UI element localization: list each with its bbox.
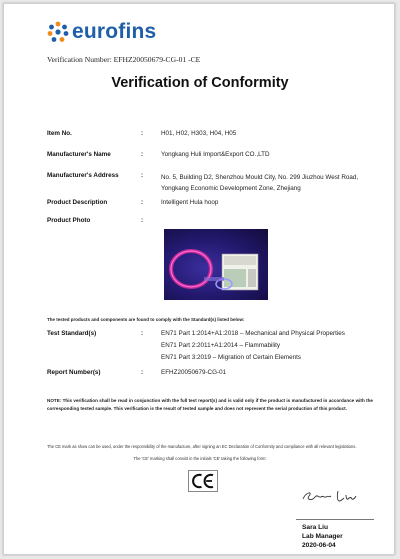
ce-mark-icon xyxy=(188,470,218,492)
product-description-label: Product Description xyxy=(47,199,108,206)
report-number-value: EFHZ20050679-CG-01 xyxy=(161,369,227,376)
test-standards-colon: : xyxy=(141,330,144,337)
standard-line: EN71 Part 2:2011+A1:2014 – Flammability xyxy=(161,342,281,349)
eurofins-logo xyxy=(47,19,156,45)
manufacturer-address-colon: : xyxy=(141,172,144,179)
signatory-name: Sara Liu xyxy=(302,524,329,531)
product-photo-colon: : xyxy=(141,217,144,224)
eurofins-logo-text: eurofins xyxy=(72,20,157,43)
product-photo-label: Product Photo xyxy=(47,217,91,224)
manufacturer-address-label: Manufacturer's Address xyxy=(47,172,119,179)
manufacturer-name-colon: : xyxy=(141,151,144,158)
signature-icon xyxy=(300,482,370,508)
item-no-colon: : xyxy=(141,130,144,137)
manufacturer-name-value: Yongkang Huli Import&Export CO.,LTD xyxy=(161,151,270,158)
test-standards-label: Test Standard(s) xyxy=(47,330,97,337)
report-number-colon: : xyxy=(141,369,144,376)
manufacturer-address-value: No. 5, Building D2, Shenzhou Mould City, No. 299 Jiuzhou West Road, Yongkang Economic Development Zone, Zhejiang xyxy=(161,174,359,192)
signature-line xyxy=(296,519,374,520)
ce-mark-paragraph: The CE mark as show can be used, under the responsibility of the manufacture, after signing an EC Declaration of Conformity and compliance with all relevant legislations. xyxy=(47,444,357,449)
product-description-colon: : xyxy=(141,199,144,206)
document-title: Verification of Conformity xyxy=(111,75,289,91)
product-description-value: Intelligent Hula hoop xyxy=(161,199,219,206)
report-number-label: Report Number(s) xyxy=(47,369,101,376)
item-no-label: Item No. xyxy=(47,130,72,137)
manufacturer-name-label: Manufacturer's Name xyxy=(47,151,111,158)
item-no-value: H01, H02, H303, H04, H05 xyxy=(161,130,237,137)
signature-date: 2020-06-04 xyxy=(302,542,336,549)
eurofins-logo-mark-icon xyxy=(47,21,69,43)
product-photo xyxy=(164,229,268,300)
ce-marking-subline: The 'CE' marking shall consist in the initials 'CE' taking the following form: xyxy=(133,456,267,461)
signatory-title: Lab Manager xyxy=(302,533,343,540)
tested-products-note: The tested products and components are found to comply with the Standard(s) listed below: xyxy=(47,317,245,322)
verification-number: Verification Number: EFHZ20050679-CG-01 -CE xyxy=(47,55,201,64)
standard-line: EN71 Part 1:2014+A1:2018 – Mechanical and Physical Properties xyxy=(161,330,345,337)
verification-note: NOTE: This verification shall be read in conjunction with the full test report(s) and is valid only if the product is manufactured in accordance with the corresponding tested sample. This verification is the result of tested sample and does not represent the serial production of this product. xyxy=(47,398,373,412)
certificate-page xyxy=(3,3,395,555)
standard-line: EN71 Part 3:2019 – Migration of Certain Elements xyxy=(161,354,302,361)
